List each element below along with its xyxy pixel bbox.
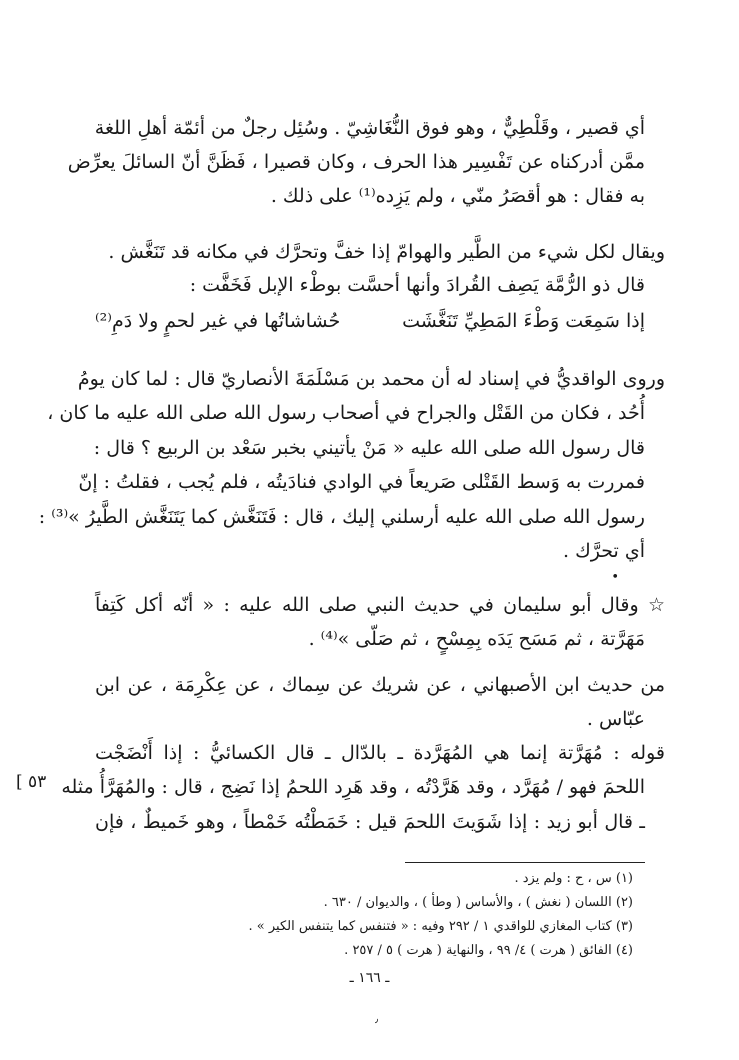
footnote-3: (٣) كتاب المغازي للواقدي ١ / ٢٩٢ وفيه : « فتنفس كما يتنفس الكير » . [248, 919, 633, 934]
margin-page-reference: [ ٥٣ [16, 772, 47, 792]
body-line-14: من حديث ابن الأصبهاني ، عن شريك عن سِماك ، عن عِكْرِمَة ، عن ابن [95, 674, 665, 696]
body-line-17: اللحمَ فهو / مُهَرَّد ، وقد هَرَّدْتُه ، وقد هَرِد اللحمُ إذا نَضِج ، قال : والمُهَرَّأُ مثله [61, 776, 645, 798]
body-line-3: به فقال : هو أقصَرُ منّي ، ولم يَزِده⁽¹⁾ على ذلك . [270, 185, 645, 207]
body-line-7: أُحُد ، فكان من القَتْل والجراح في أصحاب رسول الله صلى الله عليه ما كان ، [47, 402, 645, 424]
body-line-9: فمررت به وَسط القَتْلى صَريعاً في الوادي فنادَيتُه ، فلم يُجب ، فقلتُ : إنّ [78, 471, 645, 493]
body-line-13: مَهَرَّتة ، ثم مَسَح يَدَه بِمِسْحٍ ، ثم صَلّى »⁽⁴⁾ . [308, 628, 645, 650]
body-line-2: ممَّن أدركناه عن تَفْسِير هذا الحرف ، وكان قصيرا ، فَظَنَّ أنّ السائلَ يعرِّض [67, 151, 645, 173]
body-line-4: ويقال لكل شيء من الطَّير والهوامّ إذا خفَّ وتحرَّك في مكانه قد تَنَغَّش . [108, 241, 665, 263]
poetry-verse [95, 310, 645, 344]
page-number: ـ ١٦٦ ـ [349, 970, 390, 986]
body-line-6: وروى الواقديُّ في إسناد له أن محمد بن مَسْلَمَةَ الأنصاريّ قال : لما كان يومُ [77, 368, 665, 390]
section-marker: • [611, 570, 619, 585]
bottom-mark: ٫ [375, 1014, 379, 1025]
footnote-2: (٢) اللسان ( نغش ) ، والأساس ( وطأ ) ، والديوان / ٦٣٠ . [323, 895, 633, 910]
body-line-11: أي تحرَّك . [563, 540, 645, 562]
body-line-5: قال ذو الرُّمَّة يَصِف القُرادَ وأنها أحسَّت بوطْء الإبل فَخَفَّت : [189, 274, 645, 296]
body-line-16: قوله : مُهَرَّتة إنما هي المُهَرَّدة ـ بالدّال ـ قال الكسائيُّ : إذا أَنْضَجْت [95, 742, 665, 764]
body-line-15: عبّاس . [586, 708, 645, 730]
body-line-18: ـ قال أبو زيد : إذا شَوَيتَ اللحمَ قيل : خَمَطْتُه خَمْطاً ، وهو خَميطٌ ، فإن [95, 811, 645, 833]
footnote-1: (١) س ، ح : ولم يزد . [514, 871, 633, 886]
body-line-8: قال رسول الله صلى الله عليه « مَنْ يأتيني بخبر سَعْد بن الربيع ؟ قال : [93, 437, 645, 459]
footnote-divider [405, 862, 645, 863]
verse-first-hemistich: إذا سَمِعَت وَطْءَ المَطِيِّ تَنَغَّشَت [402, 310, 645, 332]
body-line-1: أي قصير ، وقَلْطِيٌّ ، وهو فوق النُّغَاشِيّ . وسُئِل رجلٌ من أئمّة أهلِ اللغة [94, 117, 645, 139]
footnote-4: (٤) الفائق ( هرت ) ٤/ ٩٩ ، والنهاية ( هرت ) ٥ / ٢٥٧ . [344, 943, 633, 958]
body-line-10: رسول الله صلى الله عليه أرسلني إليك ، قال : فَتَنَغَّش كما يَتَنَغَّش الطَّيرُ »⁽³⁾ : [38, 506, 645, 528]
body-line-12: ☆ وقال أبو سليمان في حديث النبي صلى الله عليه : « أنّه أكل كَتِفاً [95, 594, 665, 616]
verse-second-hemistich: حُشاشاتُها في غير لحمٍ ولا دَمِ⁽²⁾ [95, 310, 341, 332]
